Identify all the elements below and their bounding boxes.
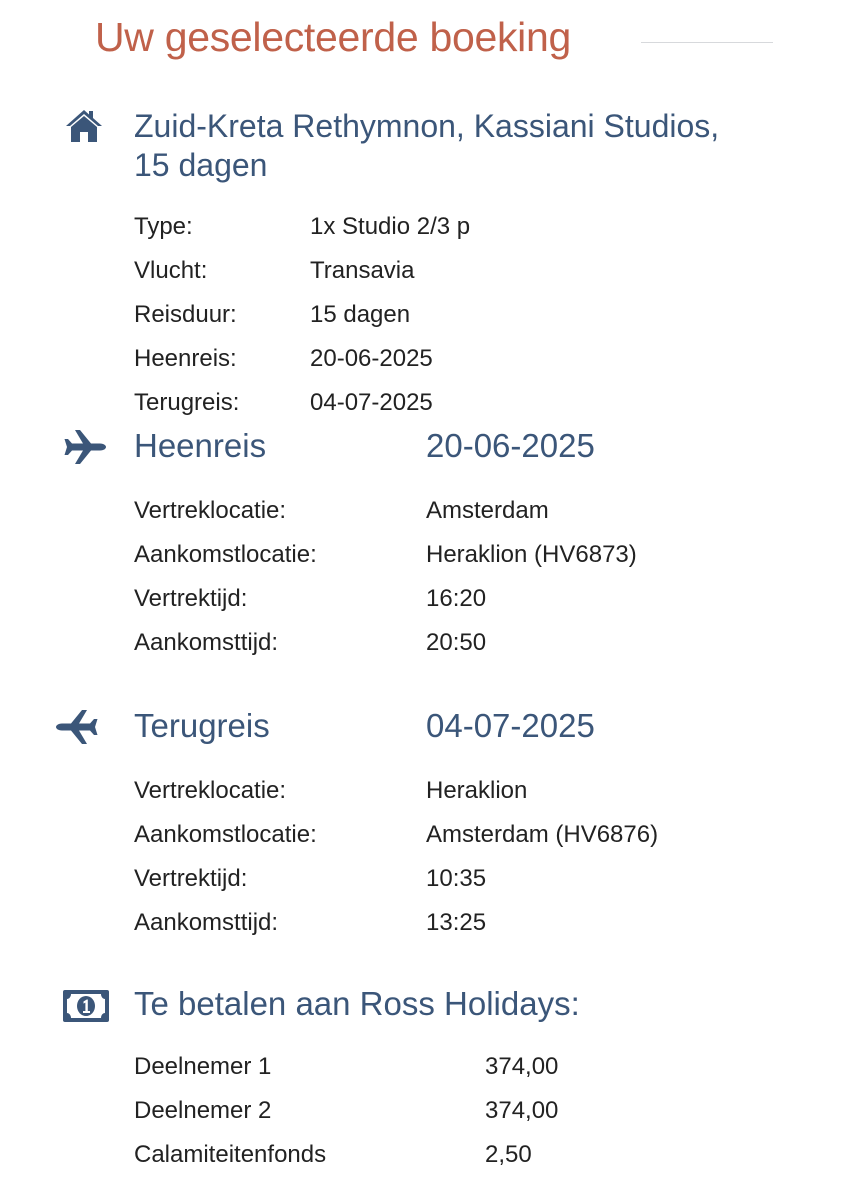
outbound-value-departure-time: 16:20 [426, 585, 487, 612]
payment-title: Te betalen aan Ross Holidays: [134, 985, 580, 1022]
detail-value-outbound: 20-06-2025 [310, 345, 433, 372]
return-label-departure-time: Vertrektijd: [134, 865, 248, 892]
return-value-arrival-time: 13:25 [426, 909, 487, 936]
home-icon [64, 108, 104, 144]
outbound-value-arrival: Heraklion (HV6873) [426, 541, 637, 568]
accommodation-title: Zuid-Kreta Rethymnon, Kassiani Studios, 15 dagen [134, 108, 720, 183]
page-title: Uw geselecteerde boeking [95, 14, 571, 60]
outbound-label-departure-time: Vertrektijd: [134, 585, 248, 612]
outbound-value-departure: Amsterdam [426, 497, 549, 524]
return-label-departure: Vertreklocatie: [134, 777, 287, 804]
return-title: Terugreis [134, 707, 270, 744]
return-date: 04-07-2025 [426, 707, 595, 744]
payment-value-participant-2: 374,00 [485, 1097, 559, 1124]
title-divider [641, 42, 773, 43]
detail-label-outbound: Heenreis: [134, 345, 237, 372]
payment-value-participant-1: 374,00 [485, 1053, 559, 1080]
detail-value-return: 04-07-2025 [310, 389, 433, 416]
detail-value-type: 1x Studio 2/3 p [310, 213, 471, 240]
return-value-arrival: Amsterdam (HV6876) [426, 821, 659, 848]
payment-label-calamity-fund: Calamiteitenfonds [134, 1141, 327, 1168]
detail-value-flight: Transavia [310, 257, 415, 284]
outbound-label-departure: Vertreklocatie: [134, 497, 287, 524]
detail-label-duration: Reisduur: [134, 301, 237, 328]
outbound-value-arrival-time: 20:50 [426, 629, 487, 656]
return-value-departure-time: 10:35 [426, 865, 487, 892]
return-value-departure: Heraklion [426, 777, 528, 804]
outbound-label-arrival: Aankomstlocatie: [134, 541, 317, 568]
payment-label-participant-1: Deelnemer 1 [134, 1053, 272, 1080]
detail-value-duration: 15 dagen [310, 301, 411, 328]
payment-label-participant-2: Deelnemer 2 [134, 1097, 272, 1124]
detail-label-type: Type: [134, 213, 193, 240]
plane-icon [64, 428, 106, 466]
return-label-arrival: Aankomstlocatie: [134, 821, 317, 848]
return-label-arrival-time: Aankomsttijd: [134, 909, 279, 936]
outbound-label-arrival-time: Aankomsttijd: [134, 629, 279, 656]
money-icon [63, 990, 109, 1022]
detail-label-return: Terugreis: [134, 389, 240, 416]
plane-icon [56, 708, 98, 746]
outbound-title: Heenreis [134, 427, 267, 464]
detail-label-flight: Vlucht: [134, 257, 208, 284]
payment-value-calamity-fund: 2,50 [485, 1141, 532, 1168]
outbound-date: 20-06-2025 [426, 427, 595, 464]
